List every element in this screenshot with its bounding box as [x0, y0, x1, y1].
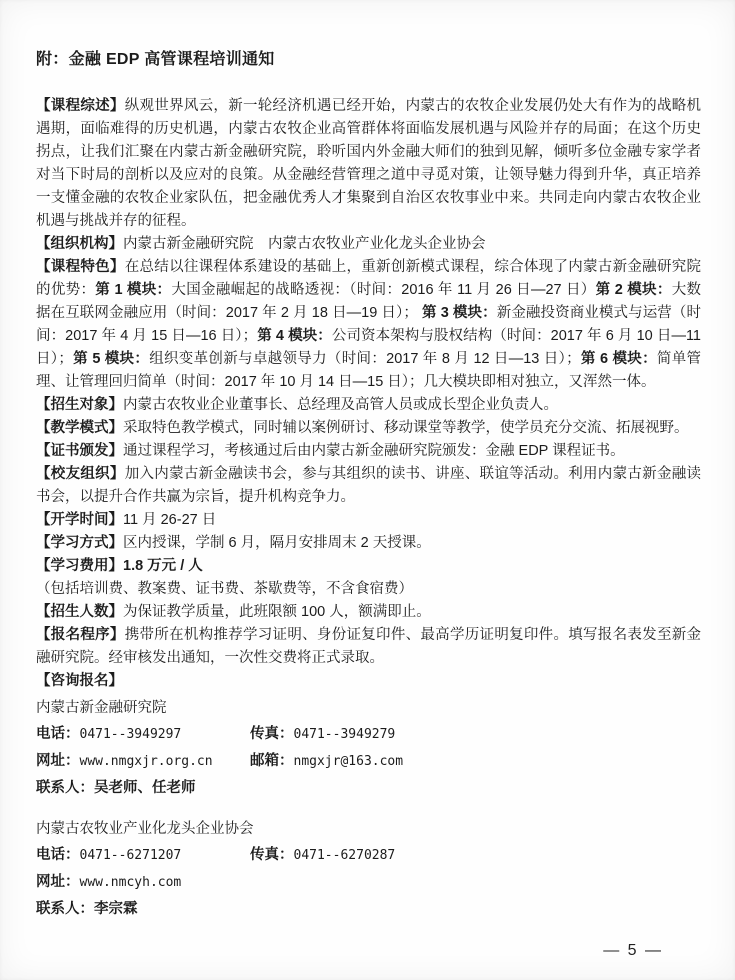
paragraph [36, 440, 701, 463]
contact-row [36, 748, 701, 775]
paragraph-list [36, 95, 701, 693]
section-text: 通过课程学习，考核通过后由内蒙古新金融研究院颁发：金融 EDP 课程证书。 [123, 443, 625, 459]
section-text: 新金融投资商业模式与运营（时间：2017 年 4 月 15 日—16 日）； [36, 305, 702, 344]
paragraph [36, 578, 701, 601]
section-text: 11 月 26-27 日 [123, 512, 217, 528]
contact-value: 0471--3949297 [79, 727, 182, 742]
section-label: 【学习费用】 [36, 558, 123, 574]
section-label: 【课程综述】 [36, 98, 125, 114]
contact-value: nmgxjr@163.com [293, 754, 404, 769]
section-text: 纵观世界风云，新一轮经济机遇已经开始，内蒙古的农牧企业发展仍处大有作为的战略机遇期，面临难得的历史机遇，内蒙古农牧企业高管群体将面临发展机遇与风险并存的局面；在这个历史拐点，让我们汇聚在内蒙古新金融研究院，聆听国内外金融大师们的独到见解，倾听多位金融专家学者对当下时局的剖析以及应对的良策。从金融经营管理之道中寻觅对策，让领导魅力得到升华，真正培养一支懂金融的农牧企业家队伍，把金融优秀人才集聚到自治区农牧事业中来。共同走向内蒙古农牧企业机遇与挑战并存的征程。 [36, 98, 702, 229]
paragraph [36, 555, 701, 578]
contact-label: 邮箱： [250, 753, 294, 769]
contact-cell [36, 775, 196, 801]
paragraph [36, 601, 701, 624]
paragraph [36, 624, 701, 670]
contact-cell [250, 842, 395, 869]
contact-value: 0471--6271207 [79, 848, 182, 863]
paragraph [36, 509, 701, 532]
section-label: 【课程特色】 [36, 259, 125, 275]
section-text: （包括培训费、教案费、证书费、茶歇费等，不含食宿费） [36, 581, 413, 597]
contact-cell [36, 896, 138, 922]
section-text: 简单管理、让管理回归简单（时间：2017 年 10 月 14 日—15 日）；几大模块即相对独立，又浑然一体。 [36, 351, 702, 390]
section-label: 【招生对象】 [36, 397, 123, 413]
contact-label: 电话： [36, 726, 80, 742]
document-title: 附：金融 EDP 高管课程培训通知 [36, 51, 275, 68]
section-label: 第 5 模块： [72, 351, 150, 367]
section-label: 第 3 模块： [422, 305, 497, 321]
contact-cell [36, 842, 250, 869]
section-label: 第 6 模块： [580, 351, 657, 367]
contact-label: 传真： [250, 726, 294, 742]
contact-organization [36, 816, 701, 922]
organization-name: 内蒙古新金融研究院 [36, 700, 167, 716]
document-content [36, 46, 701, 922]
section-text: 在总结以往课程体系建设的基础上，重新创新模式课程，综合体现了内蒙古新金融研究院的优势： [36, 259, 702, 298]
section-label: 【组织机构】 [36, 236, 123, 252]
section-label: 1.8 万元 / 人 [123, 558, 203, 574]
contact-label: 联系人： [36, 780, 94, 796]
section-text: 大国金融崛起的战略透视：（时间：2016 年 11 月 26 日—27 日） [171, 282, 596, 298]
section-label: 第 4 模块： [257, 328, 332, 344]
section-label: 【教学模式】 [36, 420, 123, 436]
section-text: 大数据在互联网金融应用（时间：2017 年 2 月 18 日—19 日）； [36, 282, 702, 321]
section-text: 为保证教学质量，此班限额 100 人，额满即止。 [123, 604, 431, 620]
paragraph [36, 417, 701, 440]
contact-cell [250, 721, 395, 748]
section-text: 内蒙古新金融研究院 内蒙古农牧业产业化龙头企业协会 [123, 236, 486, 252]
section-text: 公司资本架构与股权结构（时间：2017 年 6 月 10 日—11 日）； [36, 328, 701, 367]
contact-label: 吴老师、任老师 [94, 780, 196, 796]
section-label: 【招生人数】 [36, 604, 123, 620]
section-text: 组织变革创新与卓越领导力（时间：2017 年 8 月 12 日—13 日）； [149, 351, 581, 367]
section-text: 携带所在机构推荐学习证明、身份证复印件、最高学历证明复印件。填写报名表发至新金融研究院。经审核发出通知，一次性交费将正式录取。 [36, 627, 702, 666]
section-label: 【校友组织】 [36, 466, 125, 482]
contact-blocks [36, 695, 701, 922]
contact-label: 网址： [36, 753, 80, 769]
section-text: 内蒙古农牧业企业董事长、总经理及高管人员或成长型企业负责人。 [123, 397, 558, 413]
contact-label: 传真： [250, 847, 294, 863]
contact-value: www.nmcyh.com [79, 875, 182, 890]
contact-cell [36, 748, 250, 775]
contact-row [36, 721, 701, 748]
contact-row [36, 896, 701, 922]
contact-organization [36, 695, 701, 801]
section-text: 采取特色教学模式，同时辅以案例研讨、移动课堂等教学，使学员充分交流、拓展视野。 [123, 420, 689, 436]
organization-name: 内蒙古农牧业产业化龙头企业协会 [36, 821, 254, 837]
section-label: 第 2 模块： [595, 282, 672, 298]
contact-value: 0471--6270287 [293, 848, 396, 863]
contact-value: www.nmgxjr.org.cn [79, 754, 213, 769]
paragraph [36, 256, 701, 394]
contact-row [36, 775, 701, 801]
contact-row [36, 869, 701, 896]
paragraph [36, 394, 701, 417]
contact-label: 李宗霖 [94, 901, 138, 917]
paragraph [36, 95, 701, 233]
contact-value: 0471--3949279 [293, 727, 396, 742]
contact-cell [250, 748, 403, 775]
paragraph [36, 233, 701, 256]
contact-row [36, 842, 701, 869]
section-label: 【学习方式】 [36, 535, 123, 551]
section-text: 区内授课，学制 6 月，隔月安排周末 2 天授课。 [123, 535, 431, 551]
section-label: 【开学时间】 [36, 512, 123, 528]
section-label: 【咨询报名】 [36, 673, 123, 689]
paragraph [36, 670, 701, 693]
contact-cell [36, 721, 250, 748]
page-number: — 5 — [603, 942, 663, 959]
paragraph [36, 463, 701, 509]
section-label: 【报名程序】 [36, 627, 125, 643]
paragraph [36, 532, 701, 555]
contact-label: 联系人： [36, 901, 94, 917]
contact-label: 电话： [36, 847, 80, 863]
section-label: 【证书颁发】 [36, 443, 123, 459]
section-text: 加入内蒙古新金融读书会，参与其组织的读书、讲座、联谊等活动。利用内蒙古新金融读书会，以提升合作共赢为宗旨，提升机构竞争力。 [36, 466, 702, 505]
contact-label: 网址： [36, 874, 80, 890]
section-label: 第 1 模块： [95, 282, 172, 298]
contact-cell [36, 869, 181, 896]
